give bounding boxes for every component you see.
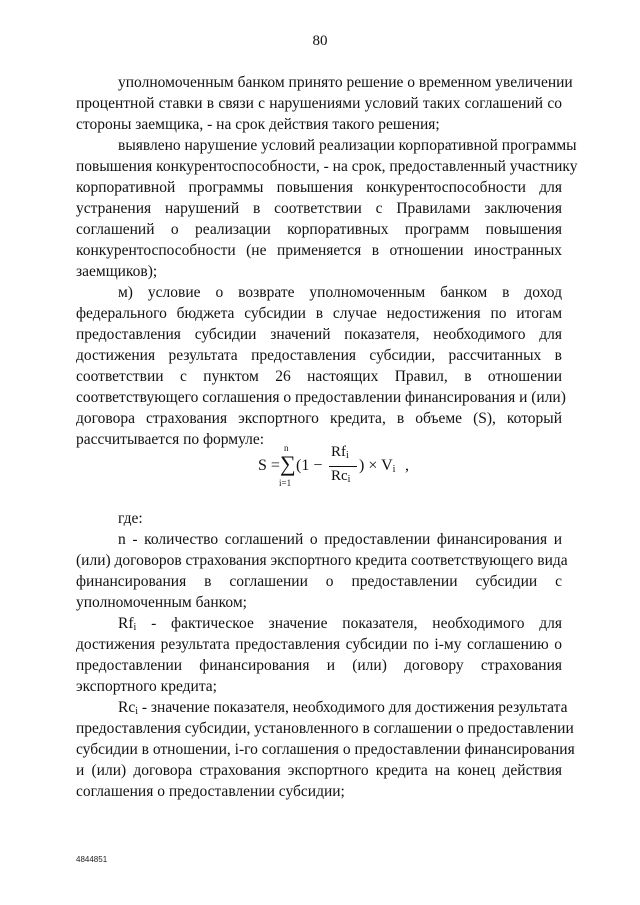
formula-close: ) × $V_i$ (359, 457, 396, 475)
paragraph-3-line-3: предоставления субсидии значений показателя, необходимого для (76, 326, 562, 343)
def-rf-line-1: $Rf_i$ - фактическое значение показателя, необходимого для (118, 615, 562, 633)
paragraph-2-line-3: корпоративной программы повышения конкурентоспособности для (76, 179, 562, 196)
formula-sum-symbol: ∑ (280, 451, 296, 476)
def-rc-line-3: субсидии в отношении, i-го соглашения о предоставлении финансирования (76, 741, 575, 758)
paragraph-3-line-6: соответствующего соглашения о предоставлении финансирования и (или) (76, 389, 566, 406)
paragraph-2-line-1: выявлено нарушение условий реализации корпоративной программы (118, 137, 577, 154)
paragraph-1-line-3: стороны заемщика, - на срок действия такого решения; (76, 116, 440, 133)
def-rc-line-2: предоставления субсидии, установленного в соглашении о предоставлении (76, 720, 574, 737)
def-rf-line-3: предоставлении финансирования и (или) договору страхования (76, 657, 562, 674)
formula-fraction-bar (329, 466, 357, 467)
paragraph-3-line-8: рассчитывается по формуле: (76, 431, 265, 448)
formula-tail: , (405, 457, 409, 474)
def-rc-line-5: соглашения о предоставлении субсидии; (76, 783, 345, 800)
def-rc-line-1: $Rc_i$ - значение показателя, необходимого для достижения результата (118, 699, 568, 717)
def-rc-line-4: и (или) договора страхования экспортного кредита на конец действия (76, 762, 562, 779)
paragraph-2-line-7: заемщиков); (76, 263, 158, 280)
formula-sum-upper: n (284, 443, 289, 453)
paragraph-3-line-5: соответствии с пунктом 26 настоящих Правил, в отношении (76, 368, 562, 385)
paragraph-2-line-4: устранения нарушений в соответствии с Правилами заключения (76, 200, 562, 217)
def-rf-line-2: достижения результата предоставления субсидии по i-му соглашению о (76, 636, 562, 653)
paragraph-3-line-1: м) условие о возврате уполномоченным банком в доход (118, 284, 562, 301)
formula-numerator: $Rf_i$ (331, 444, 349, 461)
subsidy-formula (258, 442, 418, 492)
formula-open: (1 − (296, 457, 323, 474)
def-n-line-4: уполномоченным банком; (76, 594, 247, 611)
def-n-line-3: финансирования в соглашении о предоставлении субсидии с (76, 573, 562, 590)
paragraph-3-line-4: достижения результата предоставления субсидии, рассчитанных в (76, 347, 562, 364)
where-label: где: (118, 510, 143, 527)
paragraph-2-line-6: конкурентоспособности (не применяется в отношении иностранных (76, 242, 562, 259)
formula-denominator: $Rc_i$ (331, 468, 351, 485)
formula-sum-lower: i=1 (279, 478, 292, 488)
paragraph-3-line-7: договора страхования экспортного кредита, в объеме (S), который (76, 410, 562, 427)
def-n-line-2: (или) договоров страхования экспортного кредита соответствующего вида (76, 552, 568, 569)
paragraph-3-line-2: федерального бюджета субсидии в случае недостижения по итогам (76, 305, 562, 322)
footer-document-code: 4844851 (76, 855, 108, 864)
formula-lhs: S = (258, 457, 280, 474)
paragraph-1-line-1: уполномоченным банком принято решение о временном увеличении (118, 74, 573, 91)
def-n-line-1: n - количество соглашений о предоставлении финансирования и (118, 531, 562, 548)
paragraph-2-line-2: повышения конкурентоспособности, - на срок, предоставленный участнику (76, 158, 578, 175)
page-number: 80 (312, 33, 328, 49)
paragraph-1-line-2: процентной ставки в связи с нарушениями условий таких соглашений со (76, 95, 562, 112)
paragraph-2-line-5: соглашений о реализации корпоративных программ повышения (76, 221, 562, 238)
def-rf-line-4: экспортного кредита; (76, 678, 217, 695)
